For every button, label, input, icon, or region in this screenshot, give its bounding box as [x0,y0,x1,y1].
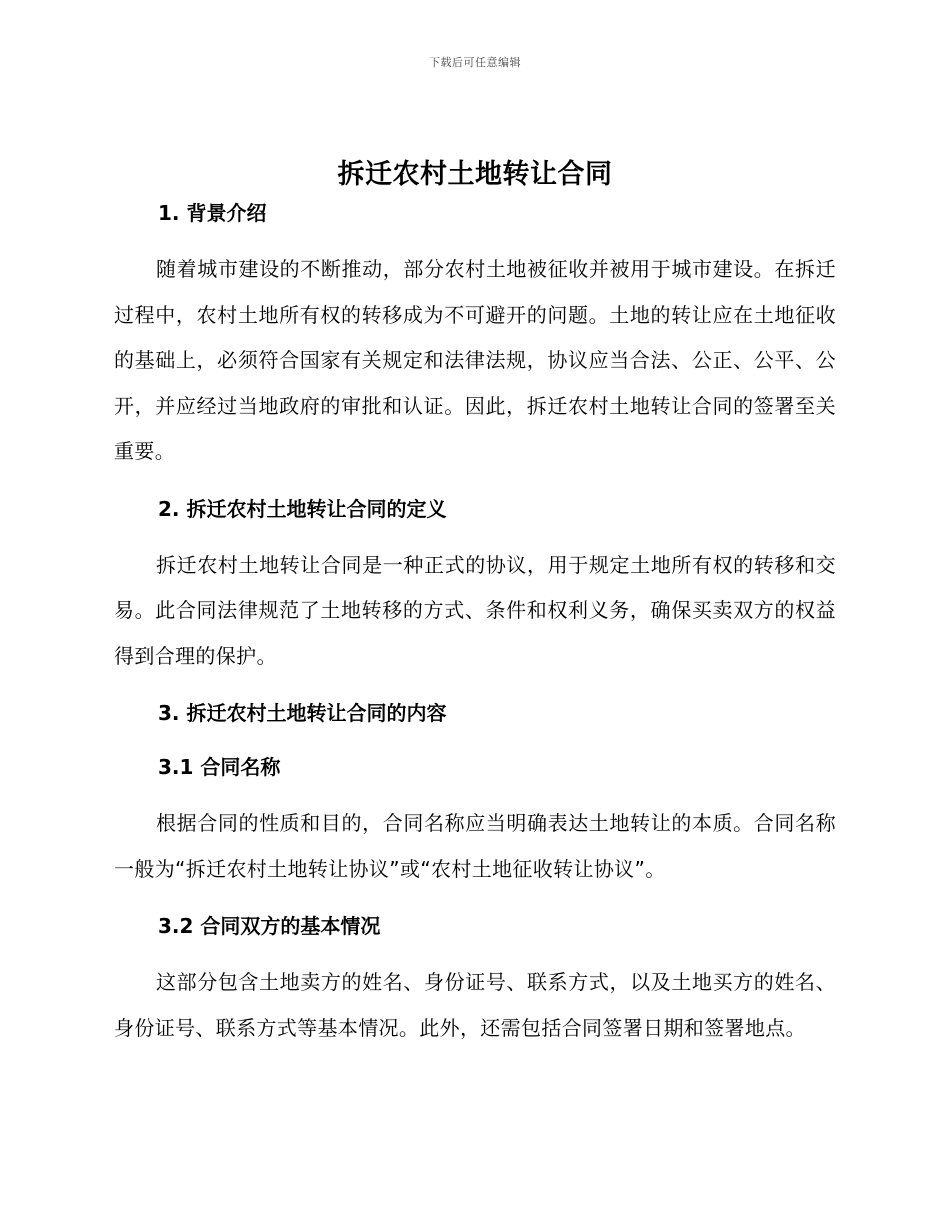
document-body [114,193,836,1051]
section-paragraph-background: 随着城市建设的不断推动，部分农村土地被征收并被用于城市建设。在拆迁过程中，农村土地所有权的转移成为不可避开的问题。土地的转让应在土地征收的基础上，必须符合国家有关规定和法律法规，协议应当合法、公正、公平、公开，并应经过当地政府的审批和认证。因此，拆迁农村土地转让合同的签署至关重要。 [114,257,836,463]
section-paragraph-contract-name: 根据合同的性质和目的，合同名称应当明确表达土地转让的本质。合同名称一般为“拆迁农村土地转让协议”或“农村土地征收转让协议”。 [114,811,836,881]
section-heading-contract-name: 3.1 合同名称 [158,755,281,779]
section-heading-background: 1. 背景介绍 [158,201,267,225]
document-title: 拆迁农村土地转让合同 [337,159,613,190]
section-heading-parties: 3.2 合同双方的基本情况 [158,914,381,938]
section-paragraph-definition: 拆迁农村土地转让合同是一种正式的协议，用于规定土地所有权的转移和交易。此合同法律规范了土地转移的方式、条件和权利义务，确保买卖双方的权益得到合理的保护。 [114,552,836,668]
section-heading-definition: 2. 拆迁农村土地转让合同的定义 [158,496,447,521]
page-header-note: 下载后可任意编辑 [429,56,521,69]
section-paragraph-parties: 这部分包含土地卖方的姓名、身份证号、联系方式，以及土地买方的姓名、身份证号、联系方式等基本情况。此外，还需包括合同签署日期和签署地点。 [114,970,836,1040]
section-heading-contents: 3. 拆迁农村土地转让合同的内容 [158,701,447,725]
